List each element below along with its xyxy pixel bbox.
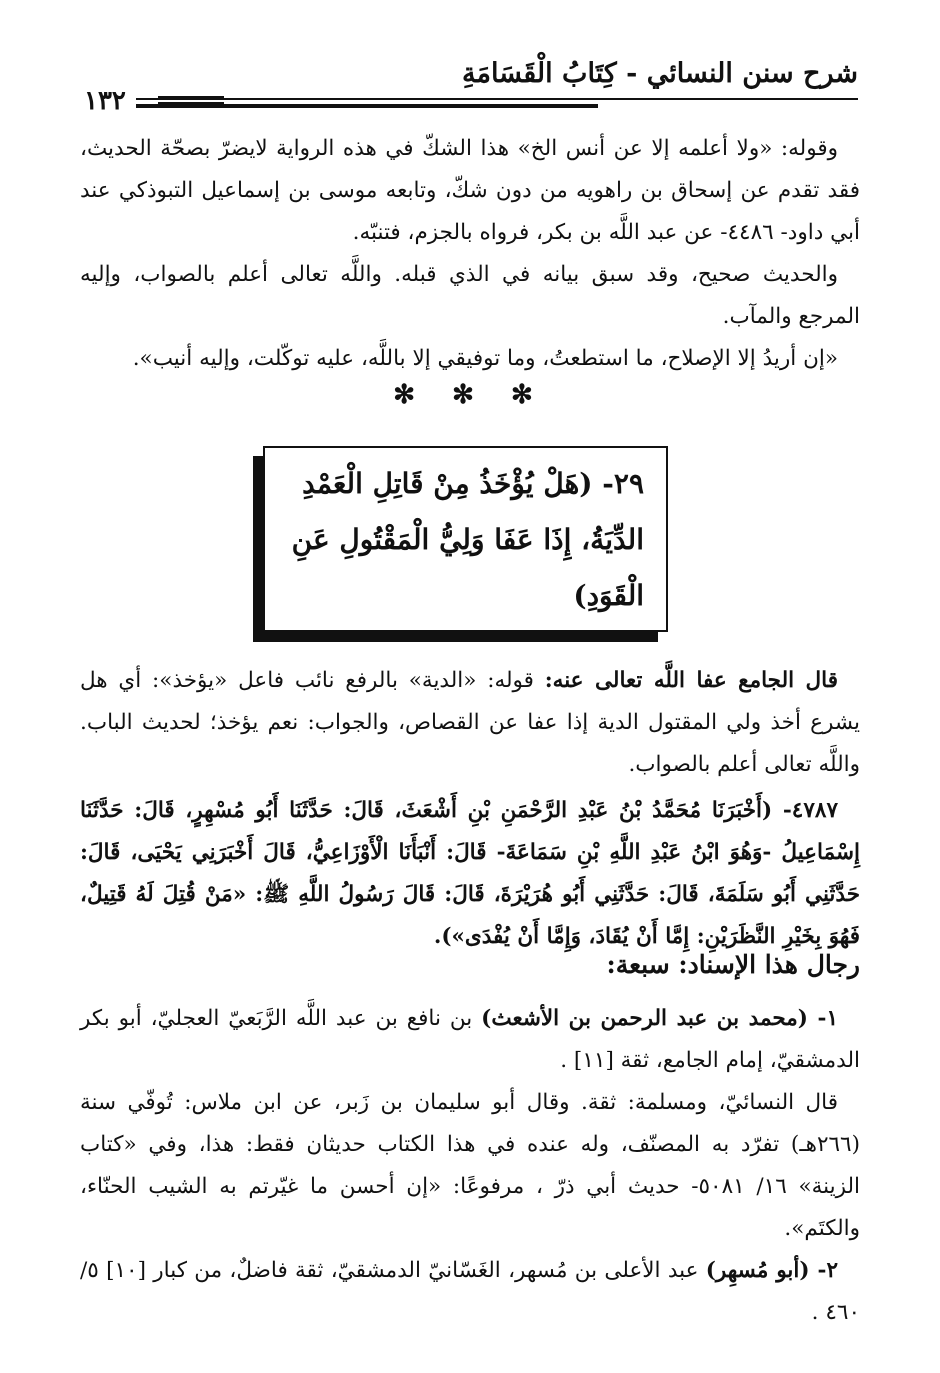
- hadith-block: [80, 790, 860, 958]
- paragraph: وقوله: «ولا أعلمه إلا عن أنس الخ» هذا الشكّ في هذه الرواية لايضرّ بصحّة الحديث، فقد تقدم عن إسحاق بن راهويه من دون شكّ، وتابعه موسى بن إسماعيل التبوذكي عند أبي داود- ٤٤٨٦- عن عبد اللَّه بن بكر، فرواه بالجزم، فتنبّه.: [80, 136, 860, 245]
- quran-quote: «إن أريدُ إلا الإصلاح، ما استطعتُ، وما توفيقي إلا باللَّه، عليه توكّلت، وإليه أنيب».: [132, 346, 838, 371]
- narrator-text: بن نافع بن عبد اللَّه الرَّبَعيّ العجليّ، أبو بكر الدمشقيّ، إمام الجامع، ثقة [١١] .: [80, 1006, 860, 1073]
- narrator-text: قال النسائيّ، ومسلمة: ثقة. وقال أبو سليمان بن زَبر، عن ابن ملاس: تُوفّي سنة (٢٦٦هـ) تفرّد به المصنّف، وله عنده في هذا الكتاب حديثان فقط: هذا، وفي «كتاب الزينة» ١٦/ ٥٠٨١- حديث أبي ذرّ ، مرفوعًا: «إن أحسن ما غيّرتم به الشيب الحنّاء، والكتَم».: [80, 1090, 861, 1241]
- narrator-entry: [80, 1250, 860, 1334]
- narrator-name: ١- (محمد بن عبد الرحمن بن الأشعث): [481, 1006, 838, 1031]
- narrator-entry: [80, 1082, 860, 1250]
- page-header: [78, 58, 858, 118]
- commentary-lead: قال الجامع عفا اللَّه تعالى عنه:: [544, 668, 839, 693]
- page-number: ١٣٢: [78, 86, 136, 116]
- narrators-block: [80, 998, 860, 1334]
- chapter-title-box: [263, 446, 668, 632]
- hadith-text: ٤٧٨٧- (أَخْبَرَنَا مُحَمَّدُ بْنُ عَبْدِ الرَّحْمَنِ بْنِ أَشْعَثَ، قَالَ: حَدَّثَنَا أَبُو مُسْهِرٍ، قَالَ: حَدَّثَنَا إِسْمَاعِيلُ -وَهُوَ ابْنُ عَبْدِ اللَّهِ بْنِ سَمَاعَةَ- قَالَ: أَنْبَأَنَا الْأَوْزَاعِيُّ، قَالَ أَخْبَرَنِي يَحْيَى، قَالَ: حَدَّثَنِي أَبُو سَلَمَةَ، قَالَ: حَدَّثَنِي أَبُو هُرَيْرَةَ، قَالَ: قَالَ رَسُولُ اللَّهِ ﷺ: «مَنْ قُتِلَ لَهُ قَتِيلٌ، فَهُوَ بِخَيْرِ النَّظَرَيْنِ: إِمَّا أَنْ يُقَادَ، وَإِمَّا أَنْ يُفْدَى»).: [80, 798, 860, 949]
- commentary-paragraph: [80, 660, 860, 786]
- narrator-name: ٢- (أبو مُسهِر): [705, 1258, 838, 1283]
- chapter-title: ٢٩- (هَلْ يُؤْخَذُ مِنْ قَاتِلِ الْعَمْدِ الدِّيَةُ، إِذَا عَفَا وَلِيُّ الْمَقْتُولِ عَنِ الْقَوَدِ): [291, 467, 644, 612]
- page-number-rule: [158, 96, 224, 106]
- narrator-text: عبد الأعلى بن مُسهر، الغَسّانيّ الدمشقيّ، ثقة فاضلٌ، من كبار [١٠] ٥/ ٤٦٠ .: [80, 1258, 860, 1325]
- narrator-entry: [80, 998, 860, 1082]
- section-separator: ✻ ✻ ✻: [393, 380, 547, 410]
- paragraph: والحديث صحيح، وقد سبق بيانه في الذي قبله. واللَّه تعالى أعلم بالصواب، وإليه المرجع والمآب.: [80, 262, 860, 329]
- commentary-text: قوله: «الدية» بالرفع نائب فاعل «يؤخذ»: أي هل يشرع أخذ ولي المقتول الدية إذا عفا عن القصاص، والجواب: نعم يؤخذ؛ لحديث الباب. واللَّه تعالى أعلم بالصواب.: [80, 668, 860, 777]
- commentary-block: [80, 660, 860, 786]
- header-rule-thick: [78, 104, 598, 108]
- intro-text: [80, 128, 860, 380]
- running-title: شرح سنن النسائي - كِتَابُ الْقَسَامَةِ: [462, 58, 858, 89]
- section-heading: رجال هذا الإسناد: سبعة:: [606, 950, 860, 979]
